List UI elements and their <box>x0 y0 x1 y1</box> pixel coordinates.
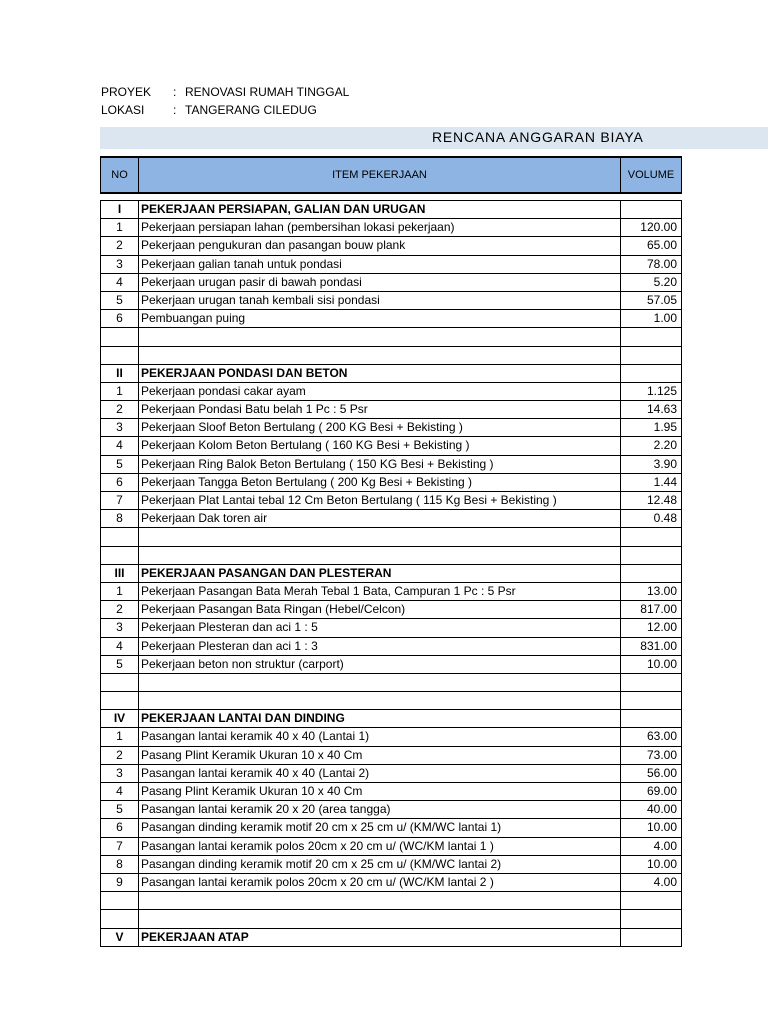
table-row <box>101 437 681 455</box>
title-bar <box>100 127 768 149</box>
row-volume <box>621 365 681 382</box>
row-number: III <box>101 565 139 582</box>
row-volume <box>621 347 681 364</box>
table-row <box>101 892 681 910</box>
row-number: 7 <box>101 492 139 509</box>
row-item: Pekerjaan Tangga Beton Bertulang ( 200 Kg Besi + Bekisting ) <box>139 474 621 491</box>
row-number: 5 <box>101 292 139 309</box>
row-volume: 5.20 <box>653 274 677 289</box>
row-item: PEKERJAAN ATAP <box>139 929 621 946</box>
row-number: 3 <box>101 619 139 636</box>
row-item: Pekerjaan Plesteran dan aci 1 : 3 <box>139 638 621 655</box>
row-item: Pekerjaan Sloof Beton Bertulang ( 200 KG Besi + Bekisting ) <box>139 419 621 436</box>
row-volume: 63.00 <box>646 729 677 744</box>
row-number: 6 <box>101 819 139 836</box>
row-number: 2 <box>101 601 139 618</box>
table-row <box>101 474 681 492</box>
row-item: Pekerjaan urugan pasir di bawah pondasi <box>139 274 621 291</box>
row-item: Pasangan lantai keramik 40 x 40 (Lantai 2) <box>139 765 621 782</box>
row-number: 8 <box>101 510 139 527</box>
row-number: 6 <box>101 310 139 327</box>
row-number: 4 <box>101 638 139 655</box>
row-volume: 12.48 <box>646 493 677 507</box>
row-number: 5 <box>101 801 139 818</box>
row-number: 3 <box>101 419 139 436</box>
row-item <box>139 692 621 709</box>
header-item: ITEM PEKERJAAN <box>139 158 621 192</box>
table-row <box>101 765 681 783</box>
row-volume: 120.00 <box>640 220 677 235</box>
row-number: 3 <box>101 765 139 782</box>
section-row <box>101 565 681 583</box>
table-row <box>101 547 681 565</box>
row-item: Pasang Plint Keramik Ukuran 10 x 40 Cm <box>139 747 621 764</box>
row-number: 1 <box>101 383 139 400</box>
row-volume: 1.44 <box>653 474 677 489</box>
row-number <box>101 910 139 927</box>
row-number: 2 <box>101 747 139 764</box>
row-volume: 69.00 <box>646 784 677 798</box>
project-separator: : <box>173 85 177 99</box>
header-volume: VOLUME <box>627 169 675 181</box>
table-row <box>101 419 681 437</box>
row-number: 4 <box>101 783 139 800</box>
row-volume: 2.20 <box>653 438 677 453</box>
table-row <box>101 692 681 710</box>
row-item <box>139 910 621 927</box>
section-row <box>101 710 681 728</box>
location-value: TANGERANG CILEDUG <box>185 103 317 117</box>
row-item: PEKERJAAN PERSIAPAN, GALIAN DAN URUGAN <box>139 201 621 218</box>
row-number: II <box>101 365 139 382</box>
table-row <box>101 510 681 528</box>
row-item <box>139 528 621 545</box>
table-row <box>101 456 681 474</box>
row-item: Pasangan dinding keramik motif 20 cm x 25 cm u/ (KM/WC lantai 1) <box>139 819 621 836</box>
row-number: 1 <box>101 728 139 745</box>
project-value: RENOVASI RUMAH TINGGAL <box>185 85 350 99</box>
row-item: Pasangan lantai keramik polos 20cm x 20 cm u/ (WC/KM lantai 2 ) <box>139 874 621 891</box>
row-number: 2 <box>101 401 139 418</box>
table-row <box>101 347 681 365</box>
row-number: I <box>101 201 139 218</box>
row-item: Pasangan lantai keramik 40 x 40 (Lantai 1) <box>139 728 621 745</box>
table-row <box>101 728 681 746</box>
row-item: PEKERJAAN LANTAI DAN DINDING <box>139 710 621 727</box>
row-volume: 65.00 <box>646 238 677 253</box>
row-item <box>139 347 621 364</box>
row-number: 5 <box>101 456 139 473</box>
row-volume <box>621 710 681 727</box>
row-item: Pekerjaan Pasangan Bata Ringan (Hebel/Celcon) <box>139 601 621 618</box>
row-item: Pekerjaan Ring Balok Beton Bertulang ( 150 KG Besi + Bekisting ) <box>139 456 621 473</box>
table-row <box>101 783 681 801</box>
table-row <box>101 583 681 601</box>
row-volume <box>621 892 681 909</box>
project-info-row <box>101 85 349 99</box>
project-label: PROYEK <box>101 85 152 99</box>
row-volume: 10.00 <box>646 856 677 871</box>
table-header <box>100 156 682 194</box>
table-row <box>101 310 681 328</box>
row-volume: 10.00 <box>646 820 677 835</box>
row-number <box>101 674 139 691</box>
location-separator: : <box>173 103 177 117</box>
row-volume: 40.00 <box>646 802 677 817</box>
table-row <box>101 274 681 292</box>
row-item: Pekerjaan galian tanah untuk pondasi <box>139 256 621 273</box>
row-volume: 57.05 <box>646 292 677 307</box>
row-item <box>139 674 621 691</box>
row-number: IV <box>101 710 139 727</box>
table-row <box>101 674 681 692</box>
row-volume: 56.00 <box>646 765 677 780</box>
row-number: 9 <box>101 874 139 891</box>
table-row <box>101 219 681 237</box>
row-volume <box>621 547 681 564</box>
table-row <box>101 401 681 419</box>
row-number <box>101 528 139 545</box>
row-number: 7 <box>101 838 139 855</box>
row-volume: 1.00 <box>653 311 677 326</box>
row-item: Pasangan dinding keramik motif 20 cm x 25 cm u/ (KM/WC lantai 2) <box>139 856 621 873</box>
table-row <box>101 838 681 856</box>
row-item: Pekerjaan Plat Lantai tebal 12 Cm Beton Bertulang ( 115 Kg Besi + Bekisting ) <box>139 492 621 509</box>
row-number <box>101 347 139 364</box>
row-volume: 0.48 <box>653 511 677 526</box>
row-volume <box>621 328 681 345</box>
row-volume: 13.00 <box>646 583 677 598</box>
row-volume: 14.63 <box>646 402 677 417</box>
header-no: NO <box>101 158 139 192</box>
row-item: Pekerjaan pengukuran dan pasangan bouw plank <box>139 237 621 254</box>
row-volume <box>621 692 681 709</box>
row-volume <box>621 929 681 946</box>
table-row <box>101 328 681 346</box>
row-item <box>139 328 621 345</box>
row-item: Pekerjaan Plesteran dan aci 1 : 5 <box>139 619 621 636</box>
row-item: Pekerjaan urugan tanah kembali sisi pondasi <box>139 292 621 309</box>
page-title: RENCANA ANGGARAN BIAYA <box>432 129 644 145</box>
table-body <box>100 200 682 947</box>
row-volume: 78.00 <box>646 256 677 271</box>
row-item: Pasang Plint Keramik Ukuran 10 x 40 Cm <box>139 783 621 800</box>
row-volume: 4.00 <box>653 838 677 853</box>
table-row <box>101 383 681 401</box>
row-item: Pekerjaan Pasangan Bata Merah Tebal 1 Bata, Campuran 1 Pc : 5 Psr <box>139 583 621 600</box>
row-item: PEKERJAAN PONDASI DAN BETON <box>139 365 621 382</box>
row-item <box>139 547 621 564</box>
table-row <box>101 601 681 619</box>
row-item: Pembuangan puing <box>139 310 621 327</box>
table-row <box>101 747 681 765</box>
row-number: 6 <box>101 474 139 491</box>
section-row <box>101 365 681 383</box>
table-row <box>101 528 681 546</box>
row-item: Pekerjaan pondasi cakar ayam <box>139 383 621 400</box>
table-row <box>101 656 681 674</box>
row-number: 3 <box>101 256 139 273</box>
row-number <box>101 328 139 345</box>
section-row <box>101 201 681 219</box>
row-volume: 10.00 <box>646 656 677 671</box>
row-number: 8 <box>101 856 139 873</box>
row-volume: 831.00 <box>640 638 677 653</box>
row-volume: 73.00 <box>646 747 677 762</box>
row-item: Pasangan lantai keramik 20 x 20 (area tangga) <box>139 801 621 818</box>
row-number: 1 <box>101 583 139 600</box>
table-row <box>101 856 681 874</box>
row-item: Pekerjaan persiapan lahan (pembersihan lokasi pekerjaan) <box>139 219 621 236</box>
row-number: V <box>101 929 139 946</box>
table-row <box>101 910 681 928</box>
row-number: 2 <box>101 237 139 254</box>
row-volume <box>621 201 681 218</box>
row-volume: 4.00 <box>653 874 677 889</box>
row-item: Pekerjaan Kolom Beton Bertulang ( 160 KG Besi + Bekisting ) <box>139 437 621 454</box>
location-info-row <box>101 103 317 117</box>
table-row <box>101 619 681 637</box>
table-row <box>101 819 681 837</box>
table-row <box>101 237 681 255</box>
row-number <box>101 692 139 709</box>
row-volume <box>621 565 681 582</box>
table-row <box>101 256 681 274</box>
row-item <box>139 892 621 909</box>
table-row <box>101 638 681 656</box>
row-number: 4 <box>101 437 139 454</box>
row-number <box>101 547 139 564</box>
row-volume: 12.00 <box>646 620 677 635</box>
row-item: Pekerjaan beton non struktur (carport) <box>139 656 621 673</box>
row-item: Pekerjaan Pondasi Batu belah 1 Pc : 5 Psr <box>139 401 621 418</box>
row-volume <box>621 910 681 927</box>
table-row <box>101 292 681 310</box>
row-volume <box>621 674 681 691</box>
row-number <box>101 892 139 909</box>
table-row <box>101 801 681 819</box>
row-number: 4 <box>101 274 139 291</box>
table-row <box>101 492 681 510</box>
row-number: 5 <box>101 656 139 673</box>
row-volume: 1.125 <box>646 383 677 398</box>
row-item: Pasangan lantai keramik polos 20cm x 20 cm u/ (WC/KM lantai 1 ) <box>139 838 621 855</box>
table-row <box>101 874 681 892</box>
row-volume <box>621 528 681 545</box>
row-volume: 1.95 <box>653 420 677 435</box>
row-volume: 3.90 <box>653 456 677 471</box>
section-row <box>101 929 681 947</box>
row-number: 1 <box>101 219 139 236</box>
row-item: PEKERJAAN PASANGAN DAN PLESTERAN <box>139 565 621 582</box>
location-label: LOKASI <box>101 103 145 117</box>
row-item: Pekerjaan Dak toren air <box>139 510 621 527</box>
row-volume: 817.00 <box>640 602 677 617</box>
